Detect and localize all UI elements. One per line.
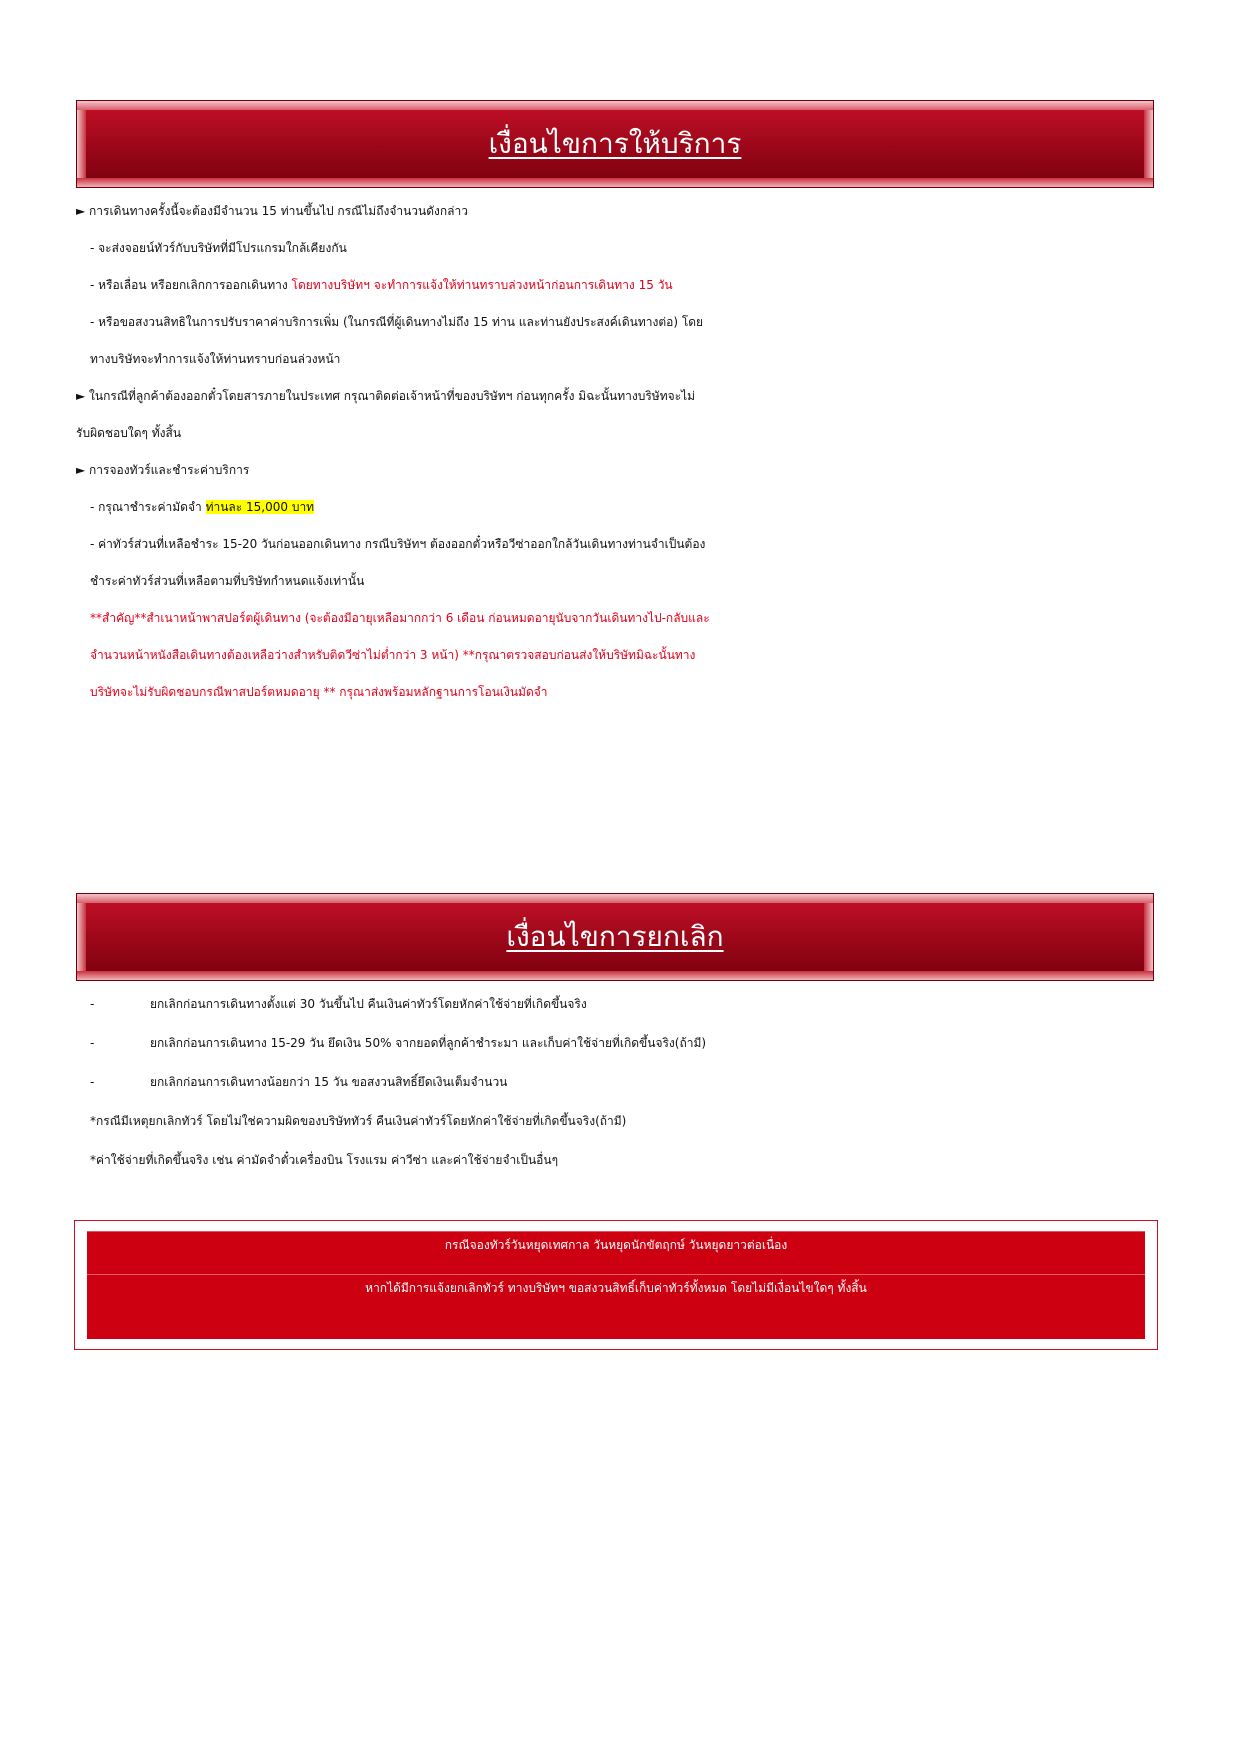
list-item-text: ยกเลิกก่อนการเดินทางตั้งแต่ 30 วันขึ้นไป คืนเงินค่าทัวร์โดยหักค่าใช้จ่ายที่เกิดขึ้นจริง [150, 997, 587, 1011]
cancellation-conditions-body [76, 985, 1176, 1180]
list-item-text: ยกเลิกก่อนการเดินทาง 15-29 วัน ยึดเงิน 50% จากยอดที่ลูกค้าชำระมา และเก็บค่าใช้จ่ายที่เกิดขึ้นจริง(ถ้ามี) [150, 1036, 707, 1050]
list-item [76, 1024, 1176, 1063]
balance-line-2: ชำระค่าทัวร์ส่วนที่เหลือตามที่บริษัทกำหนดแจ้งเท่านั้น [90, 574, 365, 588]
holiday-notice-line-2: หากได้มีการแจ้งยกเลิกทัวร์ ทางบริษัทฯ ขอสงวนสิทธิ์เก็บค่าทัวร์ทั้งหมด โดยไม่มีเงื่อนไขใดๆ ทั้งสิ้น [365, 1281, 867, 1295]
cancellation-note-1: *กรณีมีเหตุยกเลิกทัวร์ โดยไม่ใช่ความผิดของบริษัททัวร์ คืนเงินค่าทัวร์โดยหักค่าใช้จ่ายที่เกิดขึ้นจริง(ถ้ามี) [90, 1114, 627, 1128]
bullet-domestic-ticket-2: รับผิดชอบใดๆ ทั้งสิ้น [76, 426, 182, 440]
deposit-line [76, 489, 1176, 526]
list-item [76, 1063, 1176, 1102]
cancellation-conditions-title: เงื่อนไขการยกเลิก [506, 921, 724, 952]
deposit-label: - กรุณาชำระค่ามัดจำ [90, 500, 206, 514]
holiday-notice-panel [87, 1231, 1145, 1339]
deposit-amount: ท่านละ 15,000 บาท [205, 500, 315, 514]
bullet-booking-payment: ► การจองทัวร์และชำระค่าบริการ [76, 463, 250, 477]
cancellation-note-2: *ค่าใช้จ่ายที่เกิดขึ้นจริง เช่น ค่ามัดจำตั๋วเครื่องบิน โรงแรม ค่าวีซ่า และค่าใช้จ่ายจำเป็นอื่นๆ [90, 1153, 559, 1167]
holiday-notice-line-1: กรณีจองทัวร์วันหยุดเทศกาล วันหยุดนักขัตฤกษ์ วันหยุดยาวต่อเนื่อง [444, 1238, 788, 1252]
cancellation-conditions-banner [76, 893, 1154, 981]
sub-join-tour: - จะส่งจอยน์ทัวร์กับบริษัทที่มีโปรแกรมใกล้เคียงกัน [90, 241, 347, 255]
list-dash: - [90, 1036, 95, 1050]
bullet-domestic-ticket-1: ► ในกรณีที่ลูกค้าต้องออกตั๋วโดยสารภายในประเทศ กรุณาติดต่อเจ้าหน้าที่ของบริษัทฯ ก่อนทุกครั้ง มิฉะนั้นทางบริษัทจะไม่ [76, 389, 696, 403]
important-line-3: บริษัทจะไม่รับผิดชอบกรณีพาสปอร์ตหมดอายุ ** กรุณาส่งพร้อมหลักฐานการโอนเงินมัดจำ [90, 685, 548, 699]
important-line-2: จำนวนหน้าหนังสือเดินทางต้องเหลือว่างสำหรับติดวีซ่าไม่ต่ำกว่า 3 หน้า) **กรุณาตรวจสอบก่อนส่งให้บริษัทมิฉะนั้นทาง [90, 648, 696, 662]
list-item [76, 985, 1176, 1024]
sub-price-adjust-1: - หรือขอสงวนสิทธิในการปรับราคาค่าบริการเพิ่ม (ในกรณีที่ผู้เดินทางไม่ถึง 15 ท่าน และท่านยังประสงค์เดินทางต่อ) โดย [90, 315, 704, 329]
holiday-notice-divider [87, 1274, 1145, 1275]
sub-postpone-text: - หรือเลื่อน หรือยกเลิกการออกเดินทาง [90, 278, 292, 292]
bullet-min-travelers: ► การเดินทางครั้งนี้จะต้องมีจำนวน 15 ท่านขึ้นไป กรณีไม่ถึงจำนวนดังกล่าว [76, 204, 468, 218]
balance-line-1: - ค่าทัวร์ส่วนที่เหลือชำระ 15-20 วันก่อนออกเดินทาง กรณีบริษัทฯ ต้องออกตั๋วหรือวีซ่าออกใกล้วันเดินทางท่านจำเป็นต้อง [90, 537, 706, 551]
sub-postpone [76, 267, 1176, 304]
sub-price-adjust-2: ทางบริษัทจะทำการแจ้งให้ท่านทราบก่อนล่วงหน้า [90, 352, 341, 366]
list-dash: - [90, 997, 95, 1011]
list-item-text: ยกเลิกก่อนการเดินทางน้อยกว่า 15 วัน ขอสงวนสิทธิ์ยึดเงินเต็มจำนวน [150, 1075, 508, 1089]
service-conditions-title: เงื่อนไขการให้บริการ [488, 128, 742, 159]
list-dash: - [90, 1075, 95, 1089]
holiday-notice-box [74, 1220, 1158, 1350]
service-conditions-body [76, 193, 1176, 711]
important-line-1: **สำคัญ**สำเนาหน้าพาสปอร์ตผู้เดินทาง (จะต้องมีอายุเหลือมากกว่า 6 เดือน ก่อนหมดอายุนับจากวันเดินทางไป-กลับและ [90, 611, 710, 625]
service-conditions-banner [76, 100, 1154, 188]
sub-postpone-notice: โดยทางบริษัทฯ จะทำการแจ้งให้ท่านทราบล่วงหน้าก่อนการเดินทาง 15 วัน [291, 278, 673, 292]
